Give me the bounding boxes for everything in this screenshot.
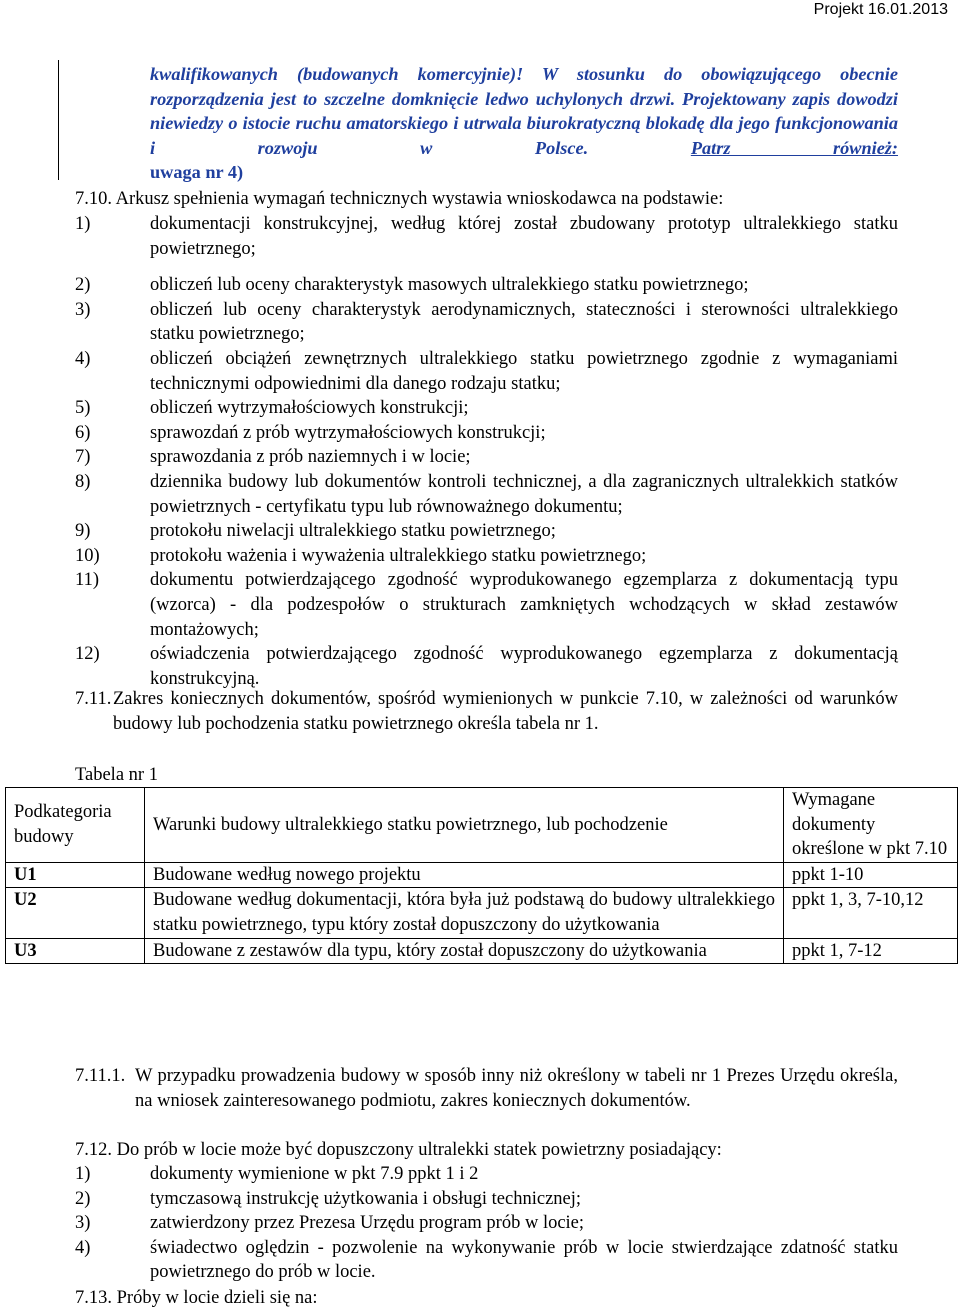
list-item: 4) obliczeń obciążeń zewnętrznych ultralekkiego statku powietrznego zgodnie z wymaganiami technicznymi odpowiednimi dla danego rodzaju statku; <box>75 348 898 394</box>
list-item: 9) protokołu niwelacji ultralekkiego statku powietrznego; <box>75 521 556 542</box>
section-7-13 <box>75 1286 898 1311</box>
table-row <box>6 888 958 938</box>
section-number: 7.11.1. <box>75 1066 126 1086</box>
table-cell: ppkt 1, 3, 7-10,12 <box>784 888 958 938</box>
list-item: 7) sprawozdania z prób naziemnych i w locie; <box>75 447 471 468</box>
table-cell: ppkt 1, 7-12 <box>784 938 958 964</box>
comment-ref: uwaga nr 4) <box>150 162 244 183</box>
section-7-10-intro <box>75 187 898 212</box>
header-cell: Wymagane dokumenty określone w pkt 7.10 <box>784 788 958 863</box>
section-text: Próby w locie dzieli się na: <box>116 1288 318 1308</box>
table-cell: ppkt 1-10 <box>784 862 958 888</box>
table-cell: U1 <box>6 862 145 888</box>
section-text: W przypadku prowadzenia budowy w sposób inny niż określony w tabeli nr 1 Prezes Urzędu określa, na wniosek zainteresowanego podmiotu, zakres koniecznych dokumentów. <box>135 1066 898 1111</box>
list-item: 1) dokumentacji konstrukcyjnej, według której został zbudowany prototyp ultralekkiego statku powietrznego; <box>75 214 898 259</box>
review-comment <box>150 62 898 185</box>
list-item: 12) oświadczenia potwierdzającego zgodność wyprodukowanego egzemplarza z dokumentacją konstrukcyjną. <box>75 644 898 689</box>
list-item: 5) obliczeń wytrzymałościowych konstrukcji; <box>75 398 469 419</box>
header-cell: Podkategoria budowy <box>6 788 145 863</box>
list-item: 3) obliczeń lub oceny charakterystyk aerodynamicznych, stateczności i sterowności ultralekkiego statku powietrznego; <box>75 299 898 345</box>
table-cell: U2 <box>6 888 145 938</box>
section-7-11 <box>75 687 898 736</box>
change-bar <box>58 60 59 180</box>
list-item: 4) świadectwo oględzin - pozwolenie na wykonywanie prób w locie stwierdzające zdatność statku powietrznego do prób w locie. <box>75 1237 898 1283</box>
table-row <box>6 862 958 888</box>
requirements-table <box>5 787 958 964</box>
table-caption: Tabela nr 1 <box>75 765 158 785</box>
list-item: 3) zatwierdzony przez Prezesa Urzędu program prób w locie; <box>75 1213 585 1234</box>
table-row <box>6 938 958 964</box>
section-7-11-1 <box>75 1064 898 1113</box>
header-cell: Warunki budowy ultralekkiego statku powietrznego, lub pochodzenie <box>145 788 784 863</box>
table-cell: Budowane z zestawów dla typu, który został dopuszczony do użytkowania <box>145 938 784 964</box>
list-item: 8) dziennika budowy lub dokumentów kontroli technicznej, a dla zagranicznych ultralekkich statków powietrznych - certyfikatu typu lub równoważnego dokumentu; <box>75 471 898 517</box>
page-header-project-date: Projekt 16.01.2013 <box>813 1 948 18</box>
section-text: Do prób w locie może być dopuszczony ultralekki statek powietrzny posiadający: <box>116 1140 722 1160</box>
section-number: 7.13. <box>75 1288 112 1308</box>
list-item: 2) tymczasową instrukcję użytkowania i obsługi technicznej; <box>75 1188 582 1209</box>
table-cell: Budowane według nowego projektu <box>145 862 784 888</box>
section-7-10-list <box>75 212 898 691</box>
table-header-row <box>6 788 958 863</box>
list-item: 10) protokołu ważenia i wyważenia ultralekkiego statku powietrznego; <box>75 545 647 566</box>
section-7-12-list <box>75 1162 898 1285</box>
comment-text: kwalifikowanych (budowanych komercyjnie)! W stosunku do obowiązującego obecnie rozporządzenia jest to szczelne domknięcie ledwo uchylonych drzwi. Projektowany zapis dowodzi niewiedzy o istocie ruchu amatorskiego i utrwala biurokratyczną blokadę dla jego funkcjonowania i rozwoju w Polsce. <box>150 64 898 158</box>
table-cell: U3 <box>6 938 145 964</box>
comment-see-also: Patrz również: <box>690 137 899 158</box>
section-number: 7.10. <box>75 189 112 209</box>
list-item: 11) dokumentu potwierdzającego zgodność wyprodukowanego egzemplarza z dokumentacją typu (wzorca) - dla podzespołów o strukturach zamkniętych wchodzących w skład zestawów montażowych; <box>75 570 898 640</box>
section-text: Zakres koniecznych dokumentów, spośród wymienionych w punkcie 7.10, w zależności od warunków budowy lub pochodzenia statku powietrznego określa tabela nr 1. <box>113 689 898 734</box>
section-7-12-intro <box>75 1138 898 1163</box>
section-number: 7.12. <box>75 1140 112 1160</box>
table-cell: Budowane według dokumentacji, która była już podstawą do budowy ultralekkiego statku powietrznego, typu który został dopuszczony do użytkowania <box>145 888 784 938</box>
list-item: 2) obliczeń lub oceny charakterystyk masowych ultralekkiego statku powietrznego; <box>75 275 749 296</box>
section-text: Arkusz spełnienia wymagań technicznych wystawia wnioskodawca na podstawie: <box>115 189 724 209</box>
list-item: 1) dokumenty wymienione w pkt 7.9 ppkt 1 i 2 <box>75 1164 479 1184</box>
section-number: 7.11. <box>75 689 112 709</box>
list-item: 6) sprawozdań z prób wytrzymałościowych konstrukcji; <box>75 422 546 443</box>
